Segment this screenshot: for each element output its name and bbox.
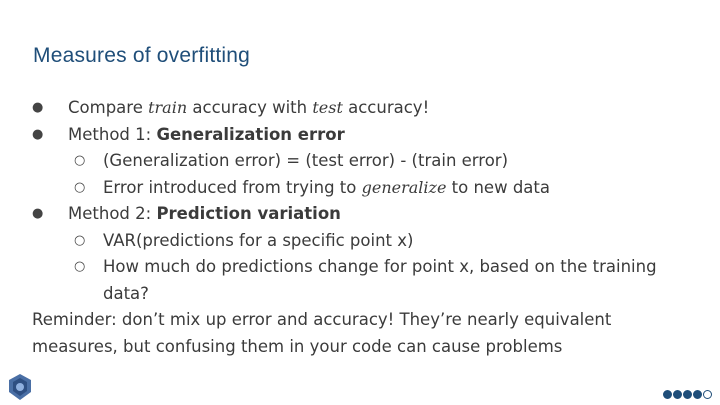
bullet-text: accuracy with (187, 98, 313, 117)
bullet-text-italic: test (312, 98, 343, 117)
subbullet-marker: ○ (74, 153, 86, 168)
bullet-method-2 (32, 201, 702, 228)
progress-dot-empty (703, 390, 712, 399)
bullet-text: Compare (68, 98, 149, 117)
bullet-text: Method 2: (68, 204, 157, 223)
bullet-marker: ● (32, 100, 44, 115)
progress-dot-filled (663, 390, 672, 399)
subbullet-generalization-definition (32, 175, 702, 202)
bullet-text: Method 1: (68, 124, 157, 144)
bullet-text-bold: Prediction variation (156, 204, 341, 223)
bullet-compare (32, 95, 702, 122)
subbullet-text: VAR(predictions for a specific point x) (103, 230, 414, 250)
progress-dot-filled (683, 390, 692, 399)
slide-body (32, 95, 702, 360)
progress-dot-filled (693, 390, 702, 399)
subbullet-prediction-change (32, 254, 693, 307)
bullet-marker: ● (32, 126, 44, 142)
slide-progress-indicator (663, 390, 712, 399)
bullet-text-italic: train (148, 98, 188, 117)
institution-logo-icon (5, 372, 35, 402)
subbullet-text: (Generalization error) = (test error) - (train error) (103, 151, 509, 170)
subbullet-text: How much do predictions change for point x, based on the training data? (103, 257, 657, 303)
reminder-text: Reminder: don’t mix up error and accuracy! They’re nearly equivalent measures, but confusing them in your code can cause problems (32, 310, 612, 356)
bullet-method-1 (32, 122, 702, 149)
subbullet-text: to new data (446, 177, 550, 197)
subbullet-marker: ○ (74, 259, 86, 274)
subbullet-marker: ○ (74, 232, 86, 248)
subbullet-text-italic: generalize (361, 177, 447, 197)
slide-title: Measures of overfitting (33, 44, 251, 67)
subbullet-text: Error introduced from trying to (103, 177, 362, 197)
subbullet-var (32, 228, 702, 255)
subbullet-generalization-formula (32, 148, 702, 175)
bullet-text-bold: Generalization error (156, 124, 345, 144)
subbullet-marker: ○ (74, 179, 86, 195)
progress-dot-filled (673, 390, 682, 399)
bullet-marker: ● (32, 206, 44, 221)
bullet-text: accuracy! (342, 98, 430, 117)
